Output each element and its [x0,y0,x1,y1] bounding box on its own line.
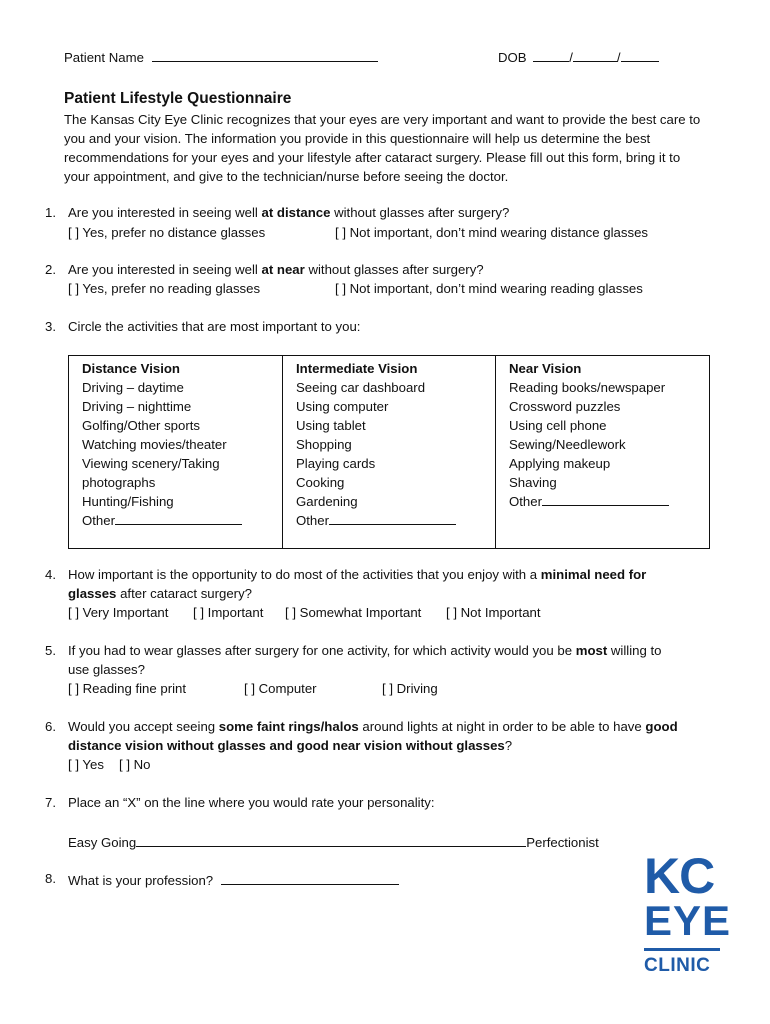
column-heading: Distance Vision [82,361,180,376]
question-text: after cataract surgery? [116,586,253,601]
q4-option-somewhat-important[interactable]: [ ] Somewhat Important [285,605,422,620]
question-8-text: What is your profession? [68,873,214,888]
patient-name-label: Patient Name [64,50,144,65]
question-2 [45,262,56,277]
question-number: 3. [45,319,56,334]
activities-table [68,355,710,549]
activity-item[interactable]: Shaving [509,475,557,490]
question-number: 5. [45,643,56,658]
q4-option-very-important[interactable]: [ ] Very Important [68,605,169,620]
activity-item-other[interactable] [509,492,709,511]
question-1 [45,205,56,220]
question-3 [45,319,56,334]
page-title: Patient Lifestyle Questionnaire [64,90,292,107]
question-emphasis: good [645,719,678,734]
question-4-text-line2 [68,586,252,601]
personality-scale [68,833,599,850]
q2-option-not-important[interactable]: [ ] Not important, don’t mind wearing reading glasses [335,281,643,296]
q1-option-not-important[interactable]: [ ] Not important, don’t mind wearing distance glasses [335,225,648,240]
question-emphasis: glasses [68,586,117,601]
activity-item-other[interactable] [296,511,495,530]
question-5-text-line2: use glasses? [68,662,145,677]
activity-item[interactable]: Viewing scenery/Taking [82,456,220,471]
question-4 [45,567,56,582]
activity-item[interactable]: Playing cards [296,456,376,471]
question-number: 1. [45,205,56,220]
question-text: How important is the opportunity to do most of the activities that you enjoy with a [68,567,541,582]
scale-left-label: Easy Going [68,835,137,850]
profession-field[interactable] [221,871,399,885]
question-number: 8. [45,871,56,886]
dob-slash: / [569,50,573,65]
near-vision-column [496,356,710,549]
personality-scale-line[interactable] [136,833,526,847]
question-2-text [68,262,484,277]
distance-vision-column [69,356,283,549]
logo-divider [644,948,720,951]
q4-option-important[interactable]: [ ] Important [193,605,264,620]
kc-eye-clinic-logo [644,848,732,977]
question-6-text-line2 [68,738,512,753]
question-5 [45,643,56,658]
question-text: ? [504,738,513,753]
question-number: 6. [45,719,56,734]
activity-item[interactable]: Driving – daytime [82,380,184,395]
activity-item[interactable]: Gardening [296,494,358,509]
activity-item[interactable]: Shopping [296,437,352,452]
question-text: willing to [607,643,662,658]
column-heading: Intermediate Vision [296,361,418,376]
dob-slash: / [616,50,621,65]
question-6-text-line1 [68,719,678,734]
logo-eye: EYE [644,897,732,944]
intro-paragraph: The Kansas City Eye Clinic recognizes that your eyes are very important and want to provide the best care to you and your vision. The information you provide in this questionnaire will help us determine the best recommendations for your eyes and your lifestyle after cataract surgery. Please fill out this form, bring it to your appointment, and give to the technician/nurse before seeing the doctor. [64,112,701,184]
scale-right-label: Perfectionist [526,835,599,850]
activity-item[interactable]: Using cell phone [509,418,607,433]
activity-item[interactable]: Using tablet [296,418,366,433]
q5-option-computer[interactable]: [ ] Computer [244,681,317,696]
question-text: Would you accept seeing [68,719,219,734]
q1-option-yes[interactable]: [ ] Yes, prefer no distance glasses [68,225,266,240]
question-emphasis: most [575,643,608,658]
logo-kc: KC [644,848,715,904]
question-text: without glasses after surgery? [330,205,510,220]
dob-day-field[interactable] [573,48,617,62]
activity-item[interactable]: Hunting/Fishing [82,494,174,509]
activity-item[interactable]: Driving – nighttime [82,399,192,414]
dob-label: DOB [498,50,527,65]
q6-option-no[interactable]: [ ] No [119,757,151,772]
q4-option-not-important[interactable]: [ ] Not Important [446,605,541,620]
logo-clinic: CLINIC [644,955,711,976]
question-5-text-line1 [68,643,661,658]
question-emphasis: at near [261,262,305,277]
q5-option-driving[interactable]: [ ] Driving [382,681,438,696]
activity-item-other[interactable] [82,511,282,530]
question-8 [45,871,56,886]
question-1-text [68,205,509,220]
activity-item[interactable]: photographs [82,475,156,490]
patient-name-field[interactable] [152,48,378,62]
question-text: If you had to wear glasses after surgery for one activity, for which activity would you be [68,643,576,658]
activity-item[interactable]: Watching movies/theater [82,437,227,452]
dob-month-field[interactable] [533,48,569,62]
patient-name-row [64,48,378,65]
question-emphasis: distance vision without glasses and good near vision without glasses [68,738,505,753]
question-number: 4. [45,567,56,582]
question-3-text: Circle the activities that are most important to you: [68,319,361,334]
question-8-row [68,871,399,888]
other-field[interactable] [329,511,456,525]
other-field[interactable] [115,511,242,525]
other-label: Other [509,494,542,509]
question-emphasis: minimal need for [540,567,647,582]
question-text: without glasses after surgery? [304,262,484,277]
question-7 [45,795,56,810]
activity-item[interactable]: Seeing car dashboard [296,380,426,395]
intermediate-vision-column [283,356,496,549]
question-4-text-line1 [68,567,646,582]
dob-row [498,48,659,65]
column-heading: Near Vision [509,361,582,376]
question-emphasis: at distance [261,205,331,220]
q6-option-yes[interactable]: [ ] Yes [68,757,104,772]
activity-item[interactable]: Crossword puzzles [509,399,621,414]
activity-item[interactable]: Cooking [296,475,345,490]
question-text: Are you interested in seeing well [68,262,262,277]
question-text: around lights at night in order to be able to have [358,719,646,734]
activity-item[interactable]: Reading books/newspaper [509,380,666,395]
activity-item[interactable]: Applying makeup [509,456,611,471]
q2-option-yes[interactable]: [ ] Yes, prefer no reading glasses [68,281,261,296]
q5-option-reading[interactable]: [ ] Reading fine print [68,681,187,696]
activity-item[interactable]: Sewing/Needlework [509,437,626,452]
other-label: Other [296,513,329,528]
dob-year-field[interactable] [621,48,659,62]
other-field[interactable] [542,492,669,506]
question-emphasis: some faint rings/halos [218,719,359,734]
question-text: Are you interested in seeing well [68,205,262,220]
question-number: 2. [45,262,56,277]
activity-item[interactable]: Golfing/Other sports [82,418,201,433]
activity-item[interactable]: Using computer [296,399,389,414]
question-number: 7. [45,795,56,810]
question-6 [45,719,56,734]
other-label: Other [82,513,115,528]
question-7-text: Place an “X” on the line where you would rate your personality: [68,795,435,810]
